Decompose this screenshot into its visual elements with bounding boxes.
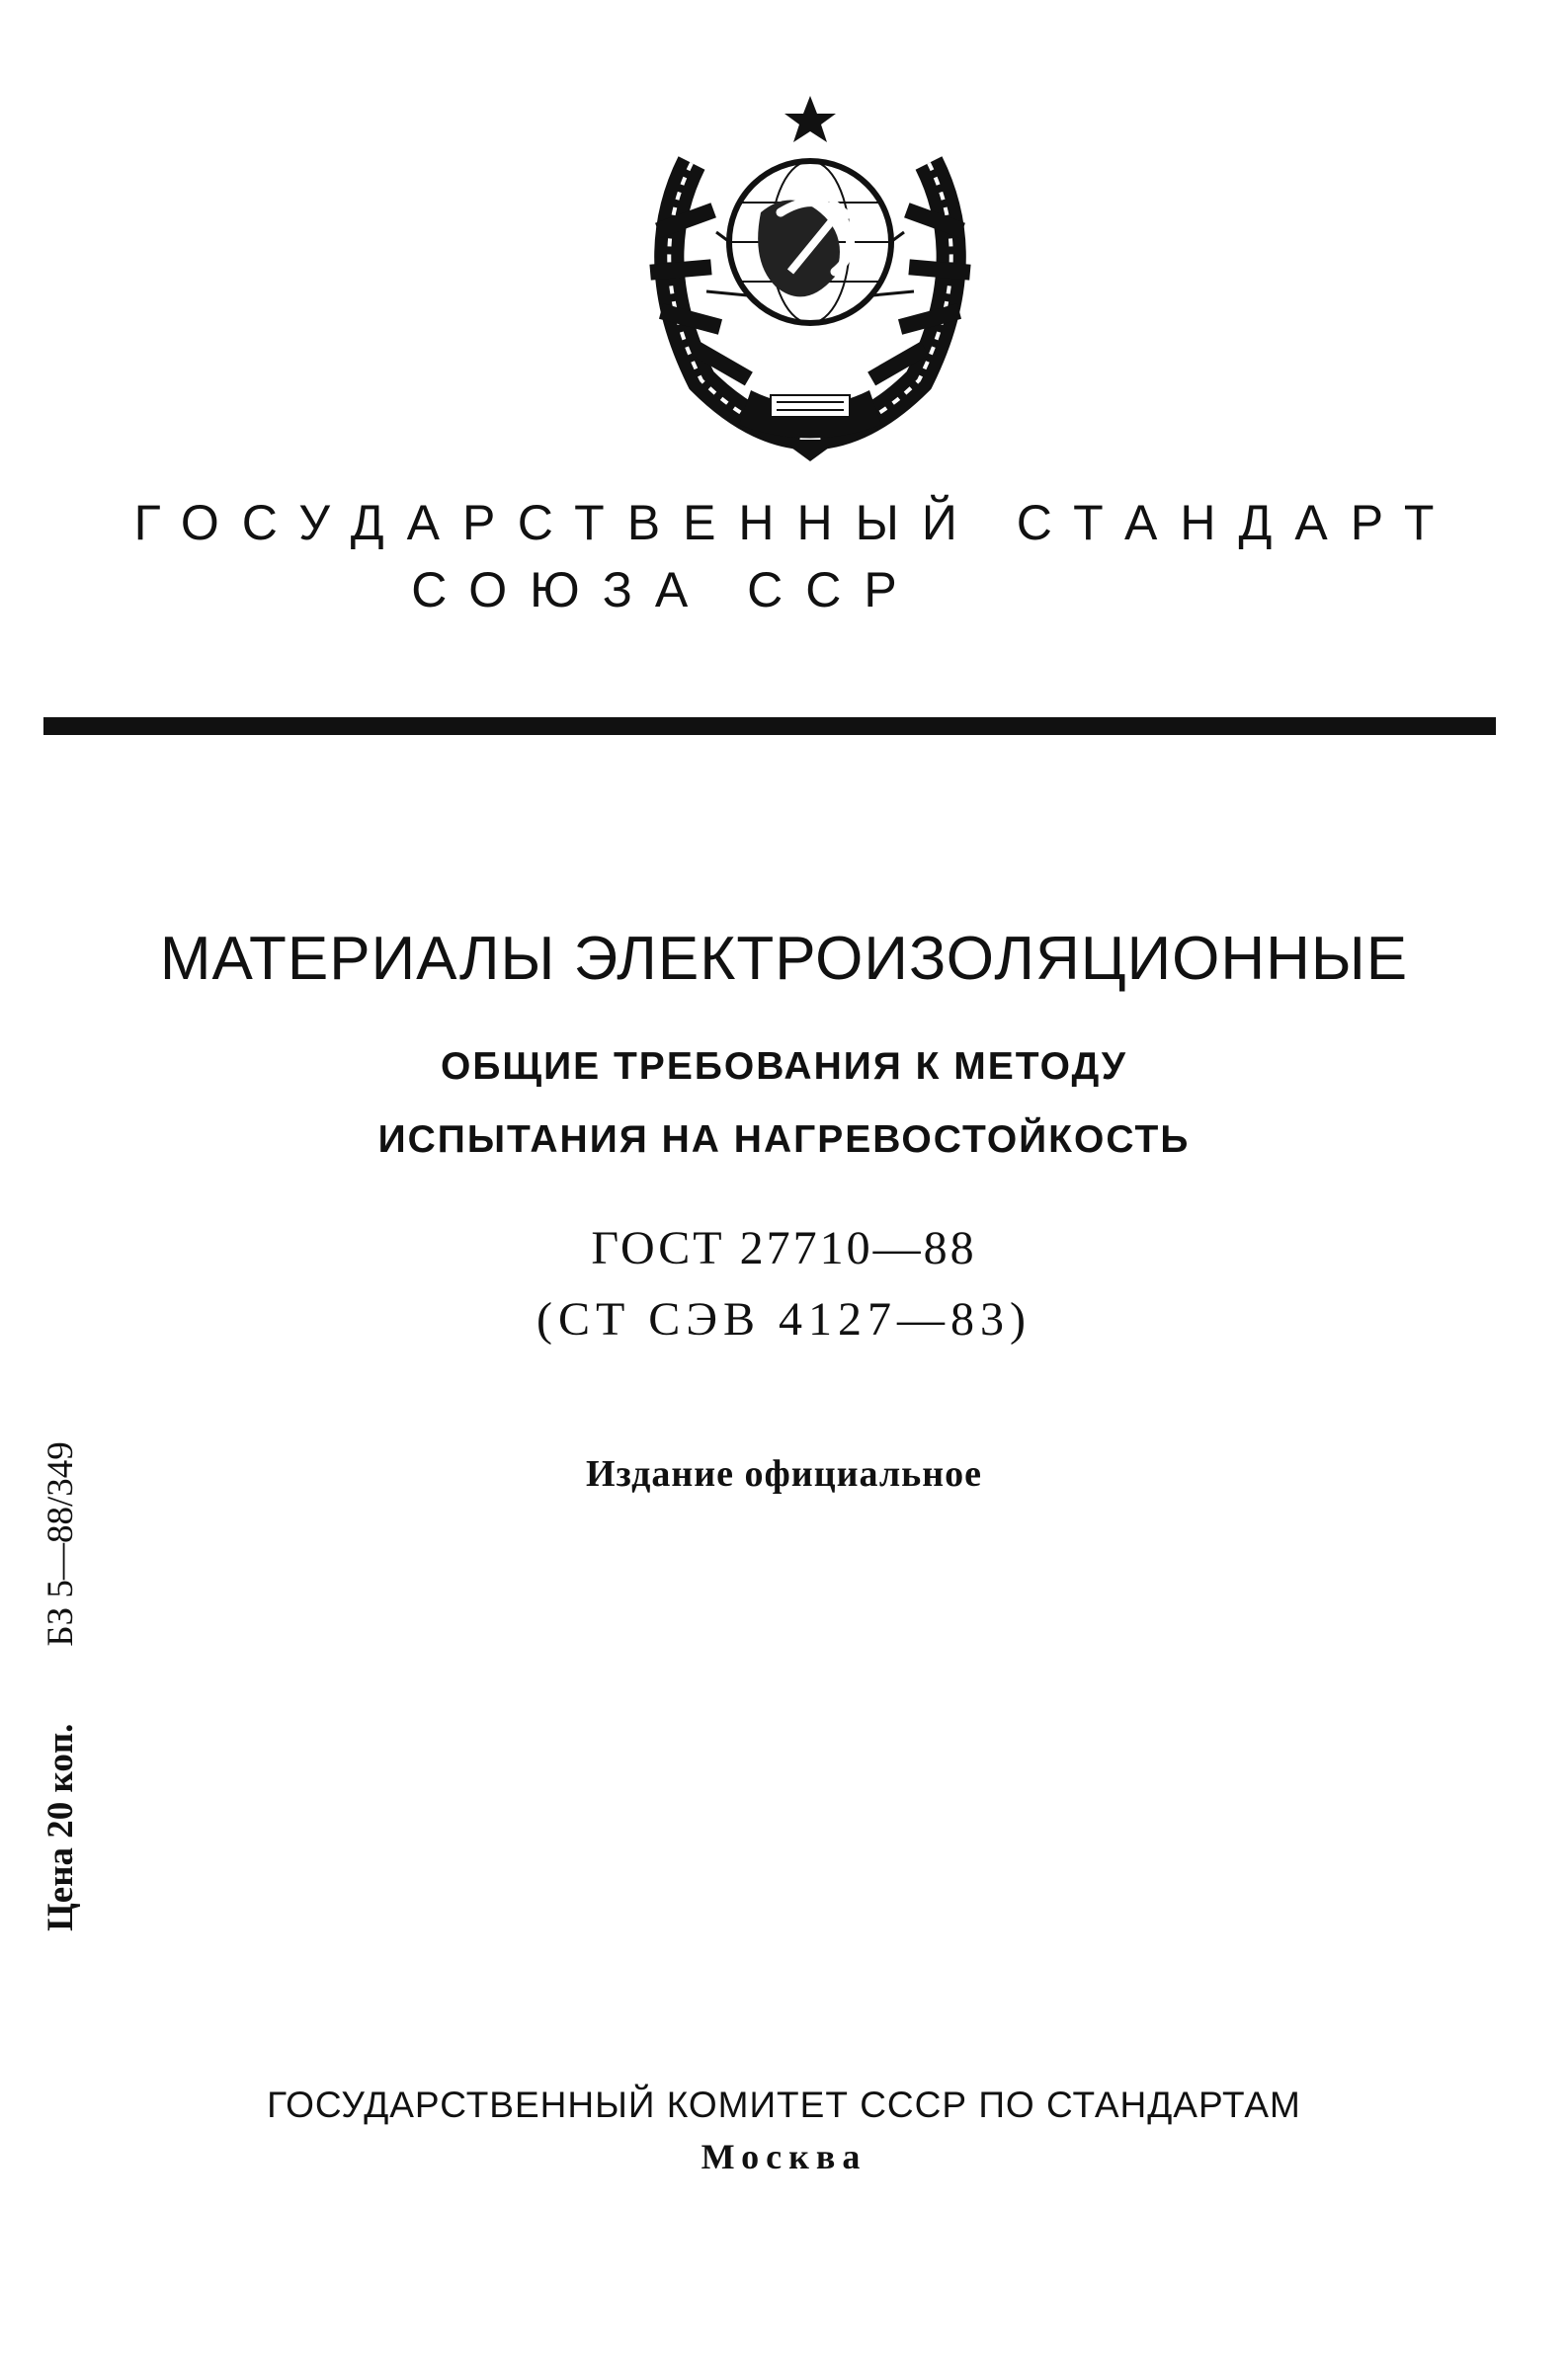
- side-note: [40, 1441, 82, 1931]
- header-line-2: СОЮЗА ССР: [411, 562, 920, 617]
- print-code: БЗ 5—88/349: [41, 1441, 81, 1647]
- price-label: Цена 20 коп.: [41, 1723, 81, 1931]
- document-title: МАТЕРИАЛЫ ЭЛЕКТРОИЗОЛЯЦИОННЫЕ: [159, 925, 1409, 993]
- subtitle-line-2: ИСПЫТАНИЯ НА НАГРЕВОСТОЙКОСТЬ: [377, 1118, 1191, 1161]
- header-divider: [43, 717, 1496, 735]
- ussr-state-emblem-icon: [622, 94, 998, 464]
- header-line-1: ГОСУДАРСТВЕННЫЙ СТАНДАРТ: [133, 495, 1457, 550]
- edition-label: Издание официальное: [585, 1453, 982, 1495]
- publisher-name: ГОСУДАРСТВЕННЫЙ КОМИТЕТ СССР ПО СТАНДАРТАМ: [267, 2085, 1301, 2125]
- subtitle-line-1: ОБЩИЕ ТРЕБОВАНИЯ К МЕТОДУ: [441, 1045, 1127, 1088]
- standard-number: ГОСТ 27710—88: [591, 1222, 977, 1274]
- publisher-city: Москва: [701, 2137, 867, 2176]
- cmea-standard-number: (СТ СЭВ 4127—83): [536, 1293, 1032, 1346]
